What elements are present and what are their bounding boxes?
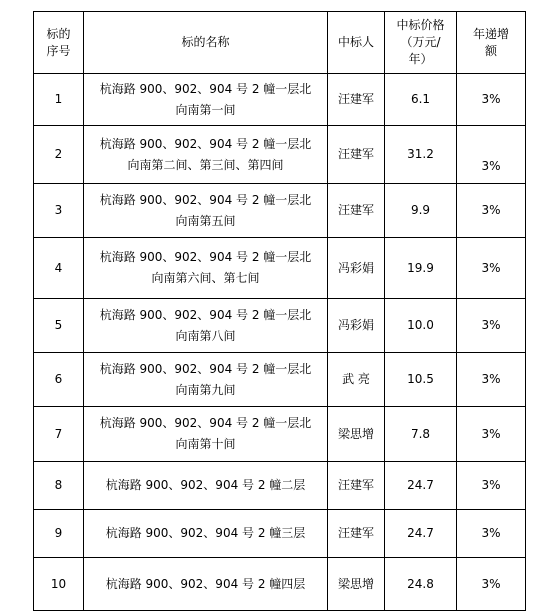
row-price: 24.7 — [385, 462, 457, 510]
table-row — [34, 184, 526, 238]
row-index: 1 — [34, 74, 84, 126]
header-name: 标的名称 — [84, 12, 328, 74]
row-winner: 冯彩娟 — [328, 238, 385, 299]
row-price: 31.2 — [385, 126, 457, 184]
row-index: 2 — [34, 126, 84, 184]
row-increase: 3% — [457, 462, 526, 510]
table-row — [34, 407, 526, 462]
row-name: 杭海路 900、902、904 号 2 幢一层北向南第九间 — [84, 353, 328, 407]
row-increase: 3% — [457, 558, 526, 611]
table-row — [34, 558, 526, 611]
table-row — [34, 462, 526, 510]
row-winner: 汪建军 — [328, 126, 385, 184]
row-name: 杭海路 900、902、904 号 2 幢一层北向南第十间 — [84, 407, 328, 462]
table-row — [34, 126, 526, 184]
row-winner: 汪建军 — [328, 74, 385, 126]
table-row — [34, 74, 526, 126]
header-index: 标的序号 — [34, 12, 84, 74]
row-price: 9.9 — [385, 184, 457, 238]
row-index: 6 — [34, 353, 84, 407]
row-winner: 汪建军 — [328, 462, 385, 510]
row-price: 10.5 — [385, 353, 457, 407]
row-increase: 3% — [457, 299, 526, 353]
table-row — [34, 299, 526, 353]
bid-result-table — [33, 11, 526, 611]
row-winner: 梁思增 — [328, 407, 385, 462]
row-name: 杭海路 900、902、904 号 2 幢一层北向南第五间 — [84, 184, 328, 238]
table-row — [34, 238, 526, 299]
row-index: 5 — [34, 299, 84, 353]
row-price: 24.7 — [385, 510, 457, 558]
header-increase: 年递增额 — [457, 12, 526, 74]
row-price: 24.8 — [385, 558, 457, 611]
row-increase: 3% — [457, 184, 526, 238]
row-index: 10 — [34, 558, 84, 611]
row-winner: 汪建军 — [328, 184, 385, 238]
row-name: 杭海路 900、902、904 号 2 幢二层 — [84, 462, 328, 510]
row-price: 10.0 — [385, 299, 457, 353]
header-price: 中标价格（万元/年） — [385, 12, 457, 74]
row-price: 7.8 — [385, 407, 457, 462]
row-index: 4 — [34, 238, 84, 299]
row-increase: 3% — [457, 353, 526, 407]
row-price: 6.1 — [385, 74, 457, 126]
row-increase: 3% — [457, 238, 526, 299]
row-name: 杭海路 900、902、904 号 2 幢一层北向南第一间 — [84, 74, 328, 126]
row-name: 杭海路 900、902、904 号 2 幢一层北向南第二间、第三间、第四间 — [84, 126, 328, 184]
row-winner: 武 亮 — [328, 353, 385, 407]
row-winner: 梁思增 — [328, 558, 385, 611]
row-index: 3 — [34, 184, 84, 238]
row-index: 7 — [34, 407, 84, 462]
row-increase: 3% — [457, 510, 526, 558]
row-name: 杭海路 900、902、904 号 2 幢一层北向南第八间 — [84, 299, 328, 353]
row-price: 19.9 — [385, 238, 457, 299]
row-winner: 冯彩娟 — [328, 299, 385, 353]
row-index: 9 — [34, 510, 84, 558]
table-row — [34, 510, 526, 558]
row-index: 8 — [34, 462, 84, 510]
row-increase: 3% — [457, 74, 526, 126]
header-winner: 中标人 — [328, 12, 385, 74]
row-increase: 3% — [457, 126, 526, 184]
row-name: 杭海路 900、902、904 号 2 幢四层 — [84, 558, 328, 611]
row-winner: 汪建军 — [328, 510, 385, 558]
row-increase: 3% — [457, 407, 526, 462]
row-name: 杭海路 900、902、904 号 2 幢一层北向南第六间、第七间 — [84, 238, 328, 299]
table-header-row — [34, 12, 526, 74]
table-row — [34, 353, 526, 407]
row-name: 杭海路 900、902、904 号 2 幢三层 — [84, 510, 328, 558]
